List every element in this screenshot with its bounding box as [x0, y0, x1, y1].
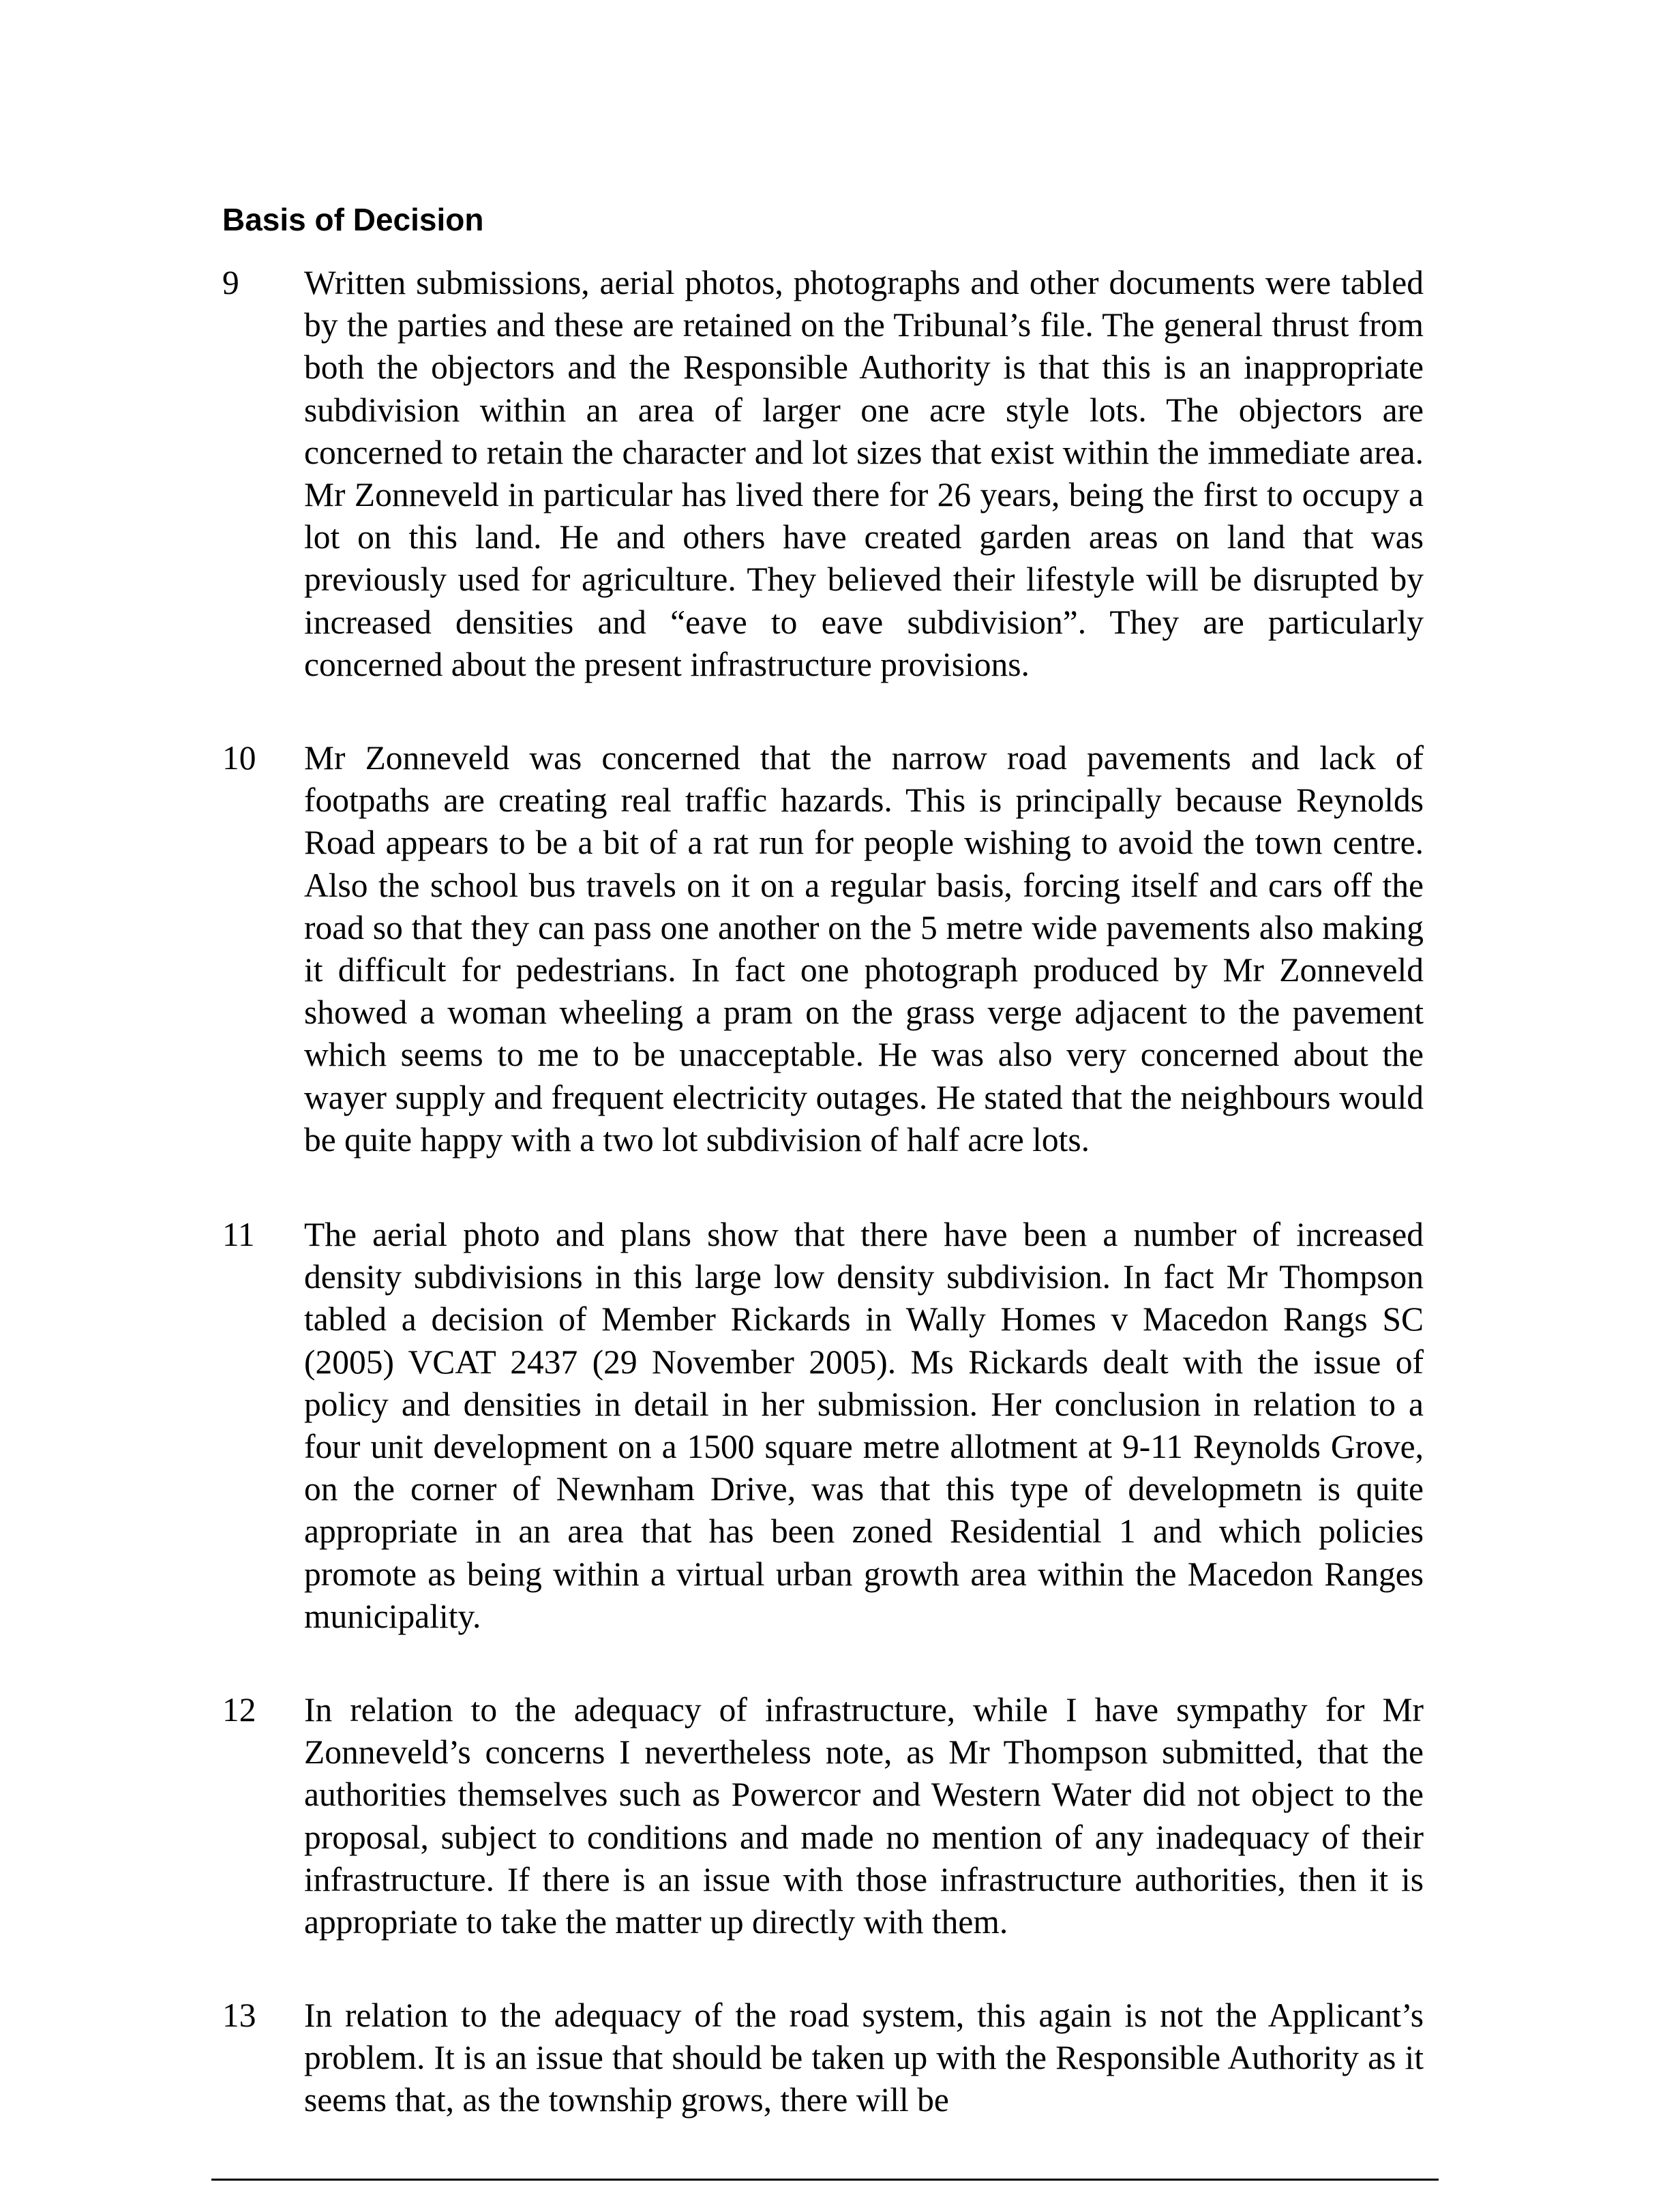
footer-rule	[211, 2179, 1439, 2181]
paragraph-number: 12	[222, 1691, 256, 1729]
paragraph-10	[222, 737, 1424, 1161]
paragraph-text: The aerial photo and plans show that there have been a number of increased density subdivisions in this large low density subdivision. In fact Mr Thompson tabled a decision of Member Rickards in Wally Homes v Macedon Rangs SC (2005) VCAT 2437 (29 November 2005). Ms Rickards dealt with the issue of policy and densities in detail in her submission. Her conclusion in relation to a four unit development on a 1500 square metre allotment at 9-11 Reynolds Grove, on the corner of Newnham Drive, was that this type of developmetn is quite appropriate in an area that has been zoned Residential 1 and which policies promote as being within a virtual urban growth area within the Macedon Ranges municipality.	[304, 1216, 1424, 1635]
paragraph-9	[222, 262, 1424, 686]
paragraph-13	[222, 1994, 1424, 2122]
paragraph-12	[222, 1689, 1424, 1943]
paragraph-number: 9	[222, 264, 239, 301]
paragraph-text: In relation to the adequacy of the road system, this again is not the Applicant’s problem. It is an issue that should be taken up with the Responsible Authority as it seems that, as the township grows, there will be	[304, 1997, 1424, 2119]
paragraph-text: In relation to the adequacy of infrastructure, while I have sympathy for Mr Zonneveld’s concerns I nevertheless note, as Mr Thompson submitted, that the authorities themselves such as Powercor and Western Water did not object to the proposal, subject to conditions and made no mention of any inadequacy of their infrastructure. If there is an issue with those infrastructure authorities, then it is appropriate to take the matter up directly with them.	[304, 1691, 1424, 1941]
paragraph-11	[222, 1214, 1424, 1638]
paragraph-text: Mr Zonneveld was concerned that the narrow road pavements and lack of footpaths are creating real traffic hazards. This is principally because Reynolds Road appears to be a bit of a rat run for people wishing to avoid the town centre. Also the school bus travels on it on a regular basis, forcing itself and cars off the road so that they can pass one another on the 5 metre wide pavements also making it difficult for pedestrians. In fact one photograph produced by Mr Zonneveld showed a woman wheeling a pram on the grass verge adjacent to the pavement which seems to me to be unacceptable. He was also very concerned about the wayer supply and frequent electricity outages. He stated that the neighbours would be quite happy with a two lot subdivision of half acre lots.	[304, 739, 1424, 1159]
section-heading: Basis of Decision	[222, 202, 484, 237]
paragraph-number: 13	[222, 1997, 256, 2034]
paragraph-number: 11	[222, 1216, 255, 1253]
paragraph-text: Written submissions, aerial photos, photographs and other documents were tabled by the parties and these are retained on the Tribunal’s file. The general thrust from both the objectors and the Responsible Authority is that this is an inappropriate subdivision within an area of larger one acre style lots. The objectors are concerned to retain the character and lot sizes that exist within the immediate area. Mr Zonneveld in particular has lived there for 26 years, being the first to occupy a lot on this land. He and others have created garden areas on land that was previously used for agriculture. They believed their lifestyle will be disrupted by increased densities and “eave to eave subdivision”. They are particularly concerned about the present infrastructure provisions.	[304, 264, 1424, 683]
paragraph-number: 10	[222, 739, 256, 777]
